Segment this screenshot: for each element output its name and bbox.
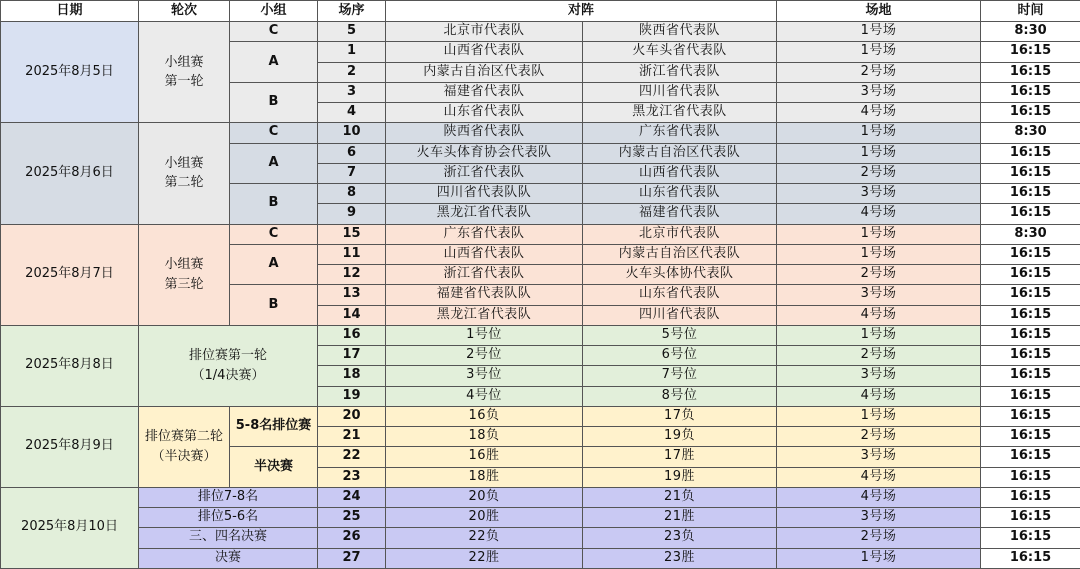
venue: 2号场 [777, 265, 981, 285]
match-number: 18 [318, 366, 386, 386]
venue: 3号场 [777, 82, 981, 102]
match-time: 16:15 [981, 204, 1080, 224]
home-team: 黑龙江省代表队 [386, 204, 583, 224]
match-number: 16 [318, 325, 386, 345]
round-cell [139, 406, 230, 487]
home-team: 广东省代表队 [386, 224, 583, 244]
date-cell: 2025年8月6日 [1, 123, 139, 224]
round-cell [139, 123, 230, 224]
round-label: 小组赛 第二轮 [164, 155, 204, 191]
away-team: 山西省代表队 [583, 163, 777, 183]
venue: 1号场 [777, 224, 981, 244]
away-team: 内蒙古自治区代表队 [583, 244, 777, 264]
match-number: 20 [318, 406, 386, 426]
header-row [1, 1, 1080, 22]
home-team: 16胜 [386, 447, 583, 467]
away-team: 北京市代表队 [583, 224, 777, 244]
away-team: 陕西省代表队 [583, 22, 777, 42]
date-cell: 2025年8月5日 [1, 22, 139, 123]
round-label: 小组赛 第三轮 [164, 257, 204, 292]
venue: 1号场 [777, 123, 981, 143]
schedule-row [1, 406, 1080, 426]
away-team: 内蒙古自治区代表队 [583, 143, 777, 163]
away-team: 23负 [583, 528, 777, 548]
match-number: 6 [318, 143, 386, 163]
venue: 4号场 [777, 386, 981, 406]
match-number: 4 [318, 103, 386, 123]
away-team: 广东省代表队 [583, 123, 777, 143]
home-team: 北京市代表队 [386, 22, 583, 42]
match-time: 16:15 [981, 103, 1080, 123]
away-team: 6号位 [583, 346, 777, 366]
match-number: 23 [318, 467, 386, 487]
venue: 1号场 [777, 244, 981, 264]
home-team: 黑龙江省代表队 [386, 305, 583, 325]
header-date: 日期 [1, 1, 139, 22]
match-number: 11 [318, 244, 386, 264]
header-matchup: 对阵 [386, 1, 777, 22]
away-team: 火车头体协代表队 [583, 265, 777, 285]
match-time: 16:15 [981, 427, 1080, 447]
venue: 4号场 [777, 305, 981, 325]
venue: 4号场 [777, 487, 981, 507]
venue: 1号场 [777, 143, 981, 163]
header-venue: 场地 [777, 1, 981, 22]
round-cell: 排位7-8名 [139, 487, 318, 507]
schedule-row [1, 548, 1080, 569]
away-team: 8号位 [583, 386, 777, 406]
header-match-no: 场序 [318, 1, 386, 22]
venue: 2号场 [777, 346, 981, 366]
venue: 2号场 [777, 427, 981, 447]
match-time: 16:15 [981, 487, 1080, 507]
home-team: 陕西省代表队 [386, 123, 583, 143]
schedule-row [1, 22, 1080, 42]
group-cell: B [230, 285, 318, 326]
match-time: 16:15 [981, 406, 1080, 426]
round-label: 排位赛第二轮 （半决赛） [144, 429, 223, 464]
home-team: 18胜 [386, 467, 583, 487]
match-time: 8:30 [981, 123, 1080, 143]
match-time: 16:15 [981, 366, 1080, 386]
match-time: 16:15 [981, 184, 1080, 204]
group-cell: C [230, 224, 318, 244]
home-team: 22胜 [386, 548, 583, 569]
schedule-row [1, 508, 1080, 528]
match-time: 16:15 [981, 143, 1080, 163]
match-number: 8 [318, 184, 386, 204]
match-number: 2 [318, 62, 386, 82]
match-number: 12 [318, 265, 386, 285]
date-cell: 2025年8月9日 [1, 406, 139, 487]
group-cell: C [230, 22, 318, 42]
round-label: 小组赛 第一轮 [164, 54, 204, 90]
round-cell: 排位5-6名 [139, 508, 318, 528]
match-number: 13 [318, 285, 386, 305]
match-number: 9 [318, 204, 386, 224]
home-team: 四川省代表队队 [386, 184, 583, 204]
schedule-row [1, 325, 1080, 345]
venue: 2号场 [777, 528, 981, 548]
home-team: 福建省代表队 [386, 82, 583, 102]
match-time: 16:15 [981, 386, 1080, 406]
home-team: 福建省代表队队 [386, 285, 583, 305]
match-time: 8:30 [981, 22, 1080, 42]
round-label: 排位赛第一轮 （1/4决赛） [188, 348, 267, 383]
home-team: 22负 [386, 528, 583, 548]
round-cell [139, 22, 230, 123]
home-team: 浙江省代表队 [386, 265, 583, 285]
match-time: 16:15 [981, 244, 1080, 264]
home-team: 4号位 [386, 386, 583, 406]
venue: 4号场 [777, 103, 981, 123]
venue: 1号场 [777, 42, 981, 62]
away-team: 17负 [583, 406, 777, 426]
date-cell: 2025年8月8日 [1, 325, 139, 406]
away-team: 山东省代表队 [583, 285, 777, 305]
venue: 1号场 [777, 325, 981, 345]
match-number: 22 [318, 447, 386, 467]
group-cell: 5-8名排位赛 [230, 406, 318, 447]
venue: 3号场 [777, 184, 981, 204]
match-number: 19 [318, 386, 386, 406]
home-team: 20负 [386, 487, 583, 507]
away-team: 黑龙江省代表队 [583, 103, 777, 123]
venue: 4号场 [777, 467, 981, 487]
match-time: 16:15 [981, 82, 1080, 102]
match-time: 16:15 [981, 346, 1080, 366]
header-time: 时间 [981, 1, 1080, 22]
home-team: 16负 [386, 406, 583, 426]
away-team: 19负 [583, 427, 777, 447]
group-cell: 半决赛 [230, 447, 318, 488]
round-cell: 决赛 [139, 548, 318, 569]
away-team: 17胜 [583, 447, 777, 467]
match-number: 21 [318, 427, 386, 447]
home-team: 山东省代表队 [386, 103, 583, 123]
header-round: 轮次 [139, 1, 230, 22]
match-number: 14 [318, 305, 386, 325]
round-cell [139, 325, 318, 406]
match-number: 26 [318, 528, 386, 548]
group-cell: A [230, 42, 318, 83]
away-team: 7号位 [583, 366, 777, 386]
group-cell: A [230, 244, 318, 285]
match-time: 16:15 [981, 285, 1080, 305]
home-team: 浙江省代表队 [386, 163, 583, 183]
round-cell [139, 224, 230, 325]
away-team: 19胜 [583, 467, 777, 487]
date-cell: 2025年8月7日 [1, 224, 139, 325]
match-number: 15 [318, 224, 386, 244]
match-number: 17 [318, 346, 386, 366]
venue: 1号场 [777, 22, 981, 42]
away-team: 四川省代表队 [583, 82, 777, 102]
away-team: 浙江省代表队 [583, 62, 777, 82]
venue: 1号场 [777, 406, 981, 426]
group-cell: A [230, 143, 318, 184]
home-team: 3号位 [386, 366, 583, 386]
away-team: 23胜 [583, 548, 777, 569]
match-time: 16:15 [981, 62, 1080, 82]
away-team: 四川省代表队 [583, 305, 777, 325]
match-time: 16:15 [981, 467, 1080, 487]
match-time: 16:15 [981, 447, 1080, 467]
home-team: 火车头体育协会代表队 [386, 143, 583, 163]
away-team: 火车头省代表队 [583, 42, 777, 62]
match-time: 16:15 [981, 325, 1080, 345]
venue: 3号场 [777, 366, 981, 386]
home-team: 2号位 [386, 346, 583, 366]
match-number: 3 [318, 82, 386, 102]
venue: 4号场 [777, 204, 981, 224]
away-team: 21胜 [583, 508, 777, 528]
schedule-row [1, 528, 1080, 548]
match-time: 16:15 [981, 265, 1080, 285]
group-cell: B [230, 184, 318, 225]
venue: 2号场 [777, 163, 981, 183]
venue: 2号场 [777, 62, 981, 82]
venue: 3号场 [777, 447, 981, 467]
venue: 3号场 [777, 508, 981, 528]
date-cell: 2025年8月10日 [1, 487, 139, 568]
match-number: 25 [318, 508, 386, 528]
home-team: 18负 [386, 427, 583, 447]
venue: 1号场 [777, 548, 981, 569]
match-number: 24 [318, 487, 386, 507]
match-time: 16:15 [981, 528, 1080, 548]
schedule-row [1, 487, 1080, 507]
group-cell: C [230, 123, 318, 143]
schedule-row [1, 224, 1080, 244]
match-time: 16:15 [981, 163, 1080, 183]
venue: 3号场 [777, 285, 981, 305]
home-team: 山西省代表队 [386, 42, 583, 62]
match-time: 16:15 [981, 548, 1080, 569]
match-number: 7 [318, 163, 386, 183]
group-cell: B [230, 82, 318, 123]
match-number: 27 [318, 548, 386, 569]
home-team: 内蒙古自治区代表队 [386, 62, 583, 82]
header-group: 小组 [230, 1, 318, 22]
home-team: 山西省代表队 [386, 244, 583, 264]
match-time: 16:15 [981, 305, 1080, 325]
away-team: 山东省代表队 [583, 184, 777, 204]
match-time: 16:15 [981, 42, 1080, 62]
match-number: 10 [318, 123, 386, 143]
home-team: 1号位 [386, 325, 583, 345]
match-number: 5 [318, 22, 386, 42]
round-cell: 三、四名决赛 [139, 528, 318, 548]
match-time: 8:30 [981, 224, 1080, 244]
home-team: 20胜 [386, 508, 583, 528]
match-time: 16:15 [981, 508, 1080, 528]
match-number: 1 [318, 42, 386, 62]
away-team: 福建省代表队 [583, 204, 777, 224]
schedule-row [1, 123, 1080, 143]
away-team: 5号位 [583, 325, 777, 345]
away-team: 21负 [583, 487, 777, 507]
